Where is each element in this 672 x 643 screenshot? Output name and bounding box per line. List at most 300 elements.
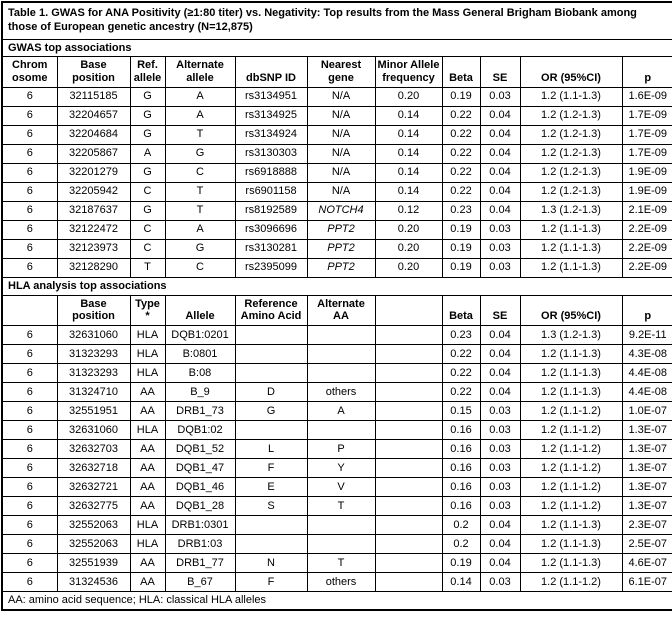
table-cell: B_67 xyxy=(165,573,235,592)
table-cell: 0.03 xyxy=(480,573,520,592)
table-cell xyxy=(375,364,442,383)
table-cell: 0.19 xyxy=(442,220,480,239)
table-cell: 0.22 xyxy=(442,345,480,364)
table-cell: AA xyxy=(130,478,165,497)
table-cell: N/A xyxy=(307,182,375,201)
table-cell xyxy=(307,516,375,535)
table-row xyxy=(2,402,672,421)
table-cell: 32205867 xyxy=(57,144,130,163)
table-cell xyxy=(307,345,375,364)
table-cell: C xyxy=(165,258,235,277)
table-row xyxy=(2,478,672,497)
table-cell: 6 xyxy=(2,364,57,383)
table-cell: 1.0E-07 xyxy=(622,402,672,421)
table-cell: 4.3E-08 xyxy=(622,345,672,364)
col-header-blank-2 xyxy=(375,295,442,326)
table-cell: T xyxy=(165,125,235,144)
table-row xyxy=(2,345,672,364)
table-cell: 1.3E-07 xyxy=(622,478,672,497)
col-header-alternate-allele: Alternate allele xyxy=(165,57,235,88)
table-cell: 0.20 xyxy=(375,87,442,106)
table-row xyxy=(2,87,672,106)
table-cell: 0.04 xyxy=(480,144,520,163)
table-cell: T xyxy=(165,201,235,220)
table-row xyxy=(2,277,672,295)
table-row xyxy=(2,535,672,554)
table-cell: A xyxy=(165,87,235,106)
table-cell: 0.03 xyxy=(480,239,520,258)
table-cell: 32204684 xyxy=(57,125,130,144)
table-cell: 1.2 (1.1-1.3) xyxy=(520,258,622,277)
table-cell xyxy=(235,364,307,383)
table-row xyxy=(2,364,672,383)
table-cell: DQB1_47 xyxy=(165,459,235,478)
table-row xyxy=(2,144,672,163)
table-cell: 1.9E-09 xyxy=(622,163,672,182)
table-cell: NOTCH4 xyxy=(307,201,375,220)
table-cell: G xyxy=(165,239,235,258)
table-cell: 0.04 xyxy=(480,326,520,345)
table-cell: AA xyxy=(130,440,165,459)
table-cell: 0.04 xyxy=(480,364,520,383)
table-cell: 0.03 xyxy=(480,220,520,239)
table-cell: 1.7E-09 xyxy=(622,144,672,163)
table-cell: rs3134924 xyxy=(235,125,307,144)
table-cell: 32632721 xyxy=(57,478,130,497)
col-header-chromosome: Chrom osome xyxy=(2,57,57,88)
table-cell: G xyxy=(235,402,307,421)
table-cell: 0.04 xyxy=(480,163,520,182)
col-header-se: SE xyxy=(480,57,520,88)
table-cell: 1.3E-07 xyxy=(622,459,672,478)
table-cell: 0.04 xyxy=(480,182,520,201)
table-cell: 0.22 xyxy=(442,144,480,163)
table-cell: 0.14 xyxy=(375,125,442,144)
col-header-base-position: Base position xyxy=(57,57,130,88)
table-cell: 6 xyxy=(2,478,57,497)
table-cell: 2.5E-07 xyxy=(622,535,672,554)
table-cell xyxy=(375,478,442,497)
table-cell: 1.2 (1.1-1.3) xyxy=(520,345,622,364)
table-cell: 2.2E-09 xyxy=(622,220,672,239)
col-header-nearest-gene: Nearest gene xyxy=(307,57,375,88)
table-cell: 1.7E-09 xyxy=(622,106,672,125)
table-cell: 1.2 (1.2-1.3) xyxy=(520,106,622,125)
table-cell: HLA xyxy=(130,421,165,440)
col-header-allele: Allele xyxy=(165,295,235,326)
table-row xyxy=(2,182,672,201)
table-row xyxy=(2,125,672,144)
table-cell: others xyxy=(307,573,375,592)
table-cell: rs2395099 xyxy=(235,258,307,277)
table-cell: B_9 xyxy=(165,383,235,402)
table-cell: 0.22 xyxy=(442,125,480,144)
table-cell: 0.2 xyxy=(442,516,480,535)
table-row xyxy=(2,592,672,610)
table-cell: 6 xyxy=(2,182,57,201)
table-cell: 0.16 xyxy=(442,497,480,516)
table-cell xyxy=(235,516,307,535)
table-cell: 0.14 xyxy=(375,106,442,125)
table-cell: 6 xyxy=(2,125,57,144)
table-cell: 1.2 (1.1-1.2) xyxy=(520,459,622,478)
table-cell: B:08 xyxy=(165,364,235,383)
table-cell: 1.2 (1.2-1.3) xyxy=(520,125,622,144)
table-cell: 1.3 (1.2-1.3) xyxy=(520,201,622,220)
table-cell: 0.03 xyxy=(480,87,520,106)
table-cell: 0.14 xyxy=(375,144,442,163)
table-cell: 6 xyxy=(2,402,57,421)
gwas-section-heading: GWAS top associations xyxy=(2,39,672,57)
table-cell: C xyxy=(130,239,165,258)
table-cell: AA xyxy=(130,573,165,592)
table-cell: G xyxy=(130,163,165,182)
table-cell xyxy=(235,326,307,345)
table-cell: F xyxy=(235,573,307,592)
table-cell: D xyxy=(235,383,307,402)
table-cell: 6 xyxy=(2,220,57,239)
table-cell: 2.1E-09 xyxy=(622,201,672,220)
table-cell: rs3130281 xyxy=(235,239,307,258)
table-cell xyxy=(375,326,442,345)
table-cell: 1.3E-07 xyxy=(622,421,672,440)
table-cell: HLA xyxy=(130,364,165,383)
table-cell: 0.15 xyxy=(442,402,480,421)
table-cell: 0.19 xyxy=(442,554,480,573)
table-cell: 0.20 xyxy=(375,239,442,258)
table-cell: 0.04 xyxy=(480,125,520,144)
col-header-dbsnp-id: dbSNP ID xyxy=(235,57,307,88)
table-cell: T xyxy=(307,554,375,573)
table-cell: 32122472 xyxy=(57,220,130,239)
table-cell: C xyxy=(130,220,165,239)
table-row xyxy=(2,201,672,220)
table-row xyxy=(2,421,672,440)
table-cell: V xyxy=(307,478,375,497)
table-cell xyxy=(375,402,442,421)
table-row xyxy=(2,106,672,125)
table-cell: 6 xyxy=(2,535,57,554)
hla-header-row xyxy=(2,295,672,326)
table-row xyxy=(2,258,672,277)
table-cell: 1.3 (1.2-1.3) xyxy=(520,326,622,345)
table-cell: 6 xyxy=(2,497,57,516)
table-cell: 6 xyxy=(2,554,57,573)
gwas-results-table xyxy=(1,1,672,611)
table-cell: 0.20 xyxy=(375,258,442,277)
table-cell: PPT2 xyxy=(307,239,375,258)
table-cell: 6 xyxy=(2,345,57,364)
table-cell xyxy=(375,554,442,573)
gwas-table-body xyxy=(2,87,672,277)
table-cell xyxy=(307,421,375,440)
table-cell: 32632718 xyxy=(57,459,130,478)
table-footnote: AA: amino acid sequence; HLA: classical HLA alleles xyxy=(2,592,672,610)
table-cell: 1.3E-07 xyxy=(622,497,672,516)
table-cell: B:0801 xyxy=(165,345,235,364)
table-cell: 0.14 xyxy=(442,573,480,592)
table-row xyxy=(2,497,672,516)
table-cell: AA xyxy=(130,383,165,402)
hla-table-body xyxy=(2,326,672,592)
gwas-header-row xyxy=(2,57,672,88)
table-title: Table 1. GWAS for ANA Positivity (≥1:80 titer) vs. Negativity: Top results from the Mass General Brigham Biobank among those of European genetic ancestry (N=12,875) xyxy=(2,2,672,39)
table-cell: 0.22 xyxy=(442,383,480,402)
table-cell: DRB1:0301 xyxy=(165,516,235,535)
table-cell: 0.03 xyxy=(480,440,520,459)
table-cell: 1.2 (1.2-1.3) xyxy=(520,163,622,182)
table-cell: N xyxy=(235,554,307,573)
table-cell: DQB1:02 xyxy=(165,421,235,440)
table-cell: 0.2 xyxy=(442,535,480,554)
table-cell: 0.22 xyxy=(442,364,480,383)
col-header-ref-allele: Ref. allele xyxy=(130,57,165,88)
table-cell: G xyxy=(130,106,165,125)
hla-section-heading: HLA analysis top associations xyxy=(2,277,672,295)
table-cell: 0.04 xyxy=(480,106,520,125)
table-cell: 6 xyxy=(2,383,57,402)
table-cell xyxy=(307,364,375,383)
table-cell: 1.2 (1.1-1.3) xyxy=(520,383,622,402)
table-cell: 32123973 xyxy=(57,239,130,258)
col-header-type: Type * xyxy=(130,295,165,326)
table-cell xyxy=(375,345,442,364)
table-cell: 1.2 (1.1-1.2) xyxy=(520,421,622,440)
table-cell: A xyxy=(307,402,375,421)
table-row xyxy=(2,39,672,57)
table-cell: 32551951 xyxy=(57,402,130,421)
table-cell: 6 xyxy=(2,201,57,220)
table-cell: 6 xyxy=(2,421,57,440)
table-cell xyxy=(307,326,375,345)
table-cell: T xyxy=(307,497,375,516)
table-cell: rs3130303 xyxy=(235,144,307,163)
table-cell: 6 xyxy=(2,106,57,125)
table-cell: 6 xyxy=(2,258,57,277)
col-header-base-position: Base position xyxy=(57,295,130,326)
table-cell: 6 xyxy=(2,440,57,459)
table-cell: 0.16 xyxy=(442,478,480,497)
table-cell: N/A xyxy=(307,163,375,182)
table-row xyxy=(2,516,672,535)
table-cell: DQB1_46 xyxy=(165,478,235,497)
table-cell: T xyxy=(165,182,235,201)
table-cell: 2.2E-09 xyxy=(622,239,672,258)
table-cell: A xyxy=(165,106,235,125)
table-cell: 6 xyxy=(2,459,57,478)
col-header-se: SE xyxy=(480,295,520,326)
table-cell: 32128290 xyxy=(57,258,130,277)
table-row xyxy=(2,554,672,573)
table-cell: 0.12 xyxy=(375,201,442,220)
table-cell: 0.04 xyxy=(480,554,520,573)
table-cell: 2.3E-07 xyxy=(622,516,672,535)
table-cell: 0.22 xyxy=(442,106,480,125)
table-cell: DRB1_73 xyxy=(165,402,235,421)
table-cell: AA xyxy=(130,497,165,516)
table-cell: DQB1:0201 xyxy=(165,326,235,345)
table-cell: 0.04 xyxy=(480,516,520,535)
table-cell: 0.19 xyxy=(442,258,480,277)
table-cell: HLA xyxy=(130,535,165,554)
table-cell: 6.1E-07 xyxy=(622,573,672,592)
table-cell: 0.03 xyxy=(480,421,520,440)
table-cell xyxy=(235,421,307,440)
col-header-p: p xyxy=(622,57,672,88)
table-cell: 32632703 xyxy=(57,440,130,459)
table-cell: 1.2 (1.1-1.2) xyxy=(520,478,622,497)
table-cell xyxy=(375,535,442,554)
table-cell: 0.04 xyxy=(480,383,520,402)
table-cell: 1.2 (1.1-1.3) xyxy=(520,554,622,573)
table-cell: C xyxy=(130,182,165,201)
table-row xyxy=(2,459,672,478)
table-cell: rs3134951 xyxy=(235,87,307,106)
table-cell: C xyxy=(165,163,235,182)
table-cell: 32187637 xyxy=(57,201,130,220)
table-cell: others xyxy=(307,383,375,402)
table-cell: 1.2 (1.2-1.3) xyxy=(520,144,622,163)
table-cell: 1.6E-09 xyxy=(622,87,672,106)
table-cell: 0.04 xyxy=(480,345,520,364)
table-cell: 1.2 (1.1-1.2) xyxy=(520,573,622,592)
table-cell xyxy=(235,345,307,364)
table-cell: 32552063 xyxy=(57,535,130,554)
table-cell: 31323293 xyxy=(57,345,130,364)
table-cell: 32115185 xyxy=(57,87,130,106)
table-cell: 6 xyxy=(2,516,57,535)
table-row xyxy=(2,440,672,459)
table-cell: 4.6E-07 xyxy=(622,554,672,573)
table-cell: 0.22 xyxy=(442,182,480,201)
table-cell: HLA xyxy=(130,345,165,364)
table-cell: 32631060 xyxy=(57,326,130,345)
table-cell: 32631060 xyxy=(57,421,130,440)
table-cell: 31323293 xyxy=(57,364,130,383)
table-cell: rs8192589 xyxy=(235,201,307,220)
table-cell: P xyxy=(307,440,375,459)
table-cell: 4.4E-08 xyxy=(622,383,672,402)
table-row xyxy=(2,573,672,592)
table-cell: 1.2 (1.1-1.2) xyxy=(520,440,622,459)
table-cell xyxy=(375,459,442,478)
table-cell: 0.14 xyxy=(375,182,442,201)
table-cell: 0.23 xyxy=(442,326,480,345)
table-cell: 1.2 (1.1-1.3) xyxy=(520,535,622,554)
table-cell: 1.2 (1.1-1.2) xyxy=(520,402,622,421)
table-cell: 0.03 xyxy=(480,478,520,497)
table-cell: N/A xyxy=(307,144,375,163)
table-cell: 6 xyxy=(2,573,57,592)
table-cell xyxy=(375,573,442,592)
table-cell: G xyxy=(165,144,235,163)
table-cell: Y xyxy=(307,459,375,478)
table-cell: A xyxy=(165,220,235,239)
table-cell: 0.04 xyxy=(480,535,520,554)
table-cell xyxy=(375,497,442,516)
table-cell: 0.03 xyxy=(480,258,520,277)
table-cell: HLA xyxy=(130,326,165,345)
table-cell xyxy=(235,535,307,554)
table-cell: 6 xyxy=(2,144,57,163)
table-cell: 0.19 xyxy=(442,239,480,258)
table-cell: 32551939 xyxy=(57,554,130,573)
table-cell: L xyxy=(235,440,307,459)
table-cell: F xyxy=(235,459,307,478)
col-header-beta: Beta xyxy=(442,57,480,88)
table-cell: 4.4E-08 xyxy=(622,364,672,383)
table-cell: 0.04 xyxy=(480,201,520,220)
table-cell: DQB1_28 xyxy=(165,497,235,516)
col-header-or-95ci: OR (95%CI) xyxy=(520,295,622,326)
table-cell: 0.03 xyxy=(480,497,520,516)
table-cell: 32201279 xyxy=(57,163,130,182)
table-cell: 0.14 xyxy=(375,163,442,182)
table-cell: rs6918888 xyxy=(235,163,307,182)
table-cell: 31324536 xyxy=(57,573,130,592)
col-header-beta: Beta xyxy=(442,295,480,326)
table-cell: 0.16 xyxy=(442,421,480,440)
table-row xyxy=(2,326,672,345)
table-cell: 1.2 (1.1-1.3) xyxy=(520,239,622,258)
table-cell: 0.23 xyxy=(442,201,480,220)
table-cell: 1.2 (1.1-1.3) xyxy=(520,220,622,239)
col-header-alternate-aa: Alternate AA xyxy=(307,295,375,326)
table-cell: 0.03 xyxy=(480,402,520,421)
table-cell: N/A xyxy=(307,125,375,144)
table-cell xyxy=(375,383,442,402)
table-cell: AA xyxy=(130,402,165,421)
table-cell: 1.9E-09 xyxy=(622,182,672,201)
table-cell: 6 xyxy=(2,87,57,106)
table-row xyxy=(2,2,672,39)
table-cell xyxy=(307,535,375,554)
table-cell: 32205942 xyxy=(57,182,130,201)
table-cell xyxy=(375,421,442,440)
table-cell: 1.2 (1.2-1.3) xyxy=(520,182,622,201)
table-cell: AA xyxy=(130,554,165,573)
table-cell: 1.2 (1.1-1.3) xyxy=(520,87,622,106)
table-cell: N/A xyxy=(307,87,375,106)
table-cell xyxy=(375,516,442,535)
table-cell: HLA xyxy=(130,516,165,535)
table-cell: N/A xyxy=(307,106,375,125)
table-cell: 0.16 xyxy=(442,459,480,478)
table-cell: 6 xyxy=(2,163,57,182)
table-cell: 1.2 (1.1-1.3) xyxy=(520,516,622,535)
table-cell: 2.2E-09 xyxy=(622,258,672,277)
col-header-or-95ci: OR (95%CI) xyxy=(520,57,622,88)
table-cell: 0.20 xyxy=(375,220,442,239)
table-cell: 32552063 xyxy=(57,516,130,535)
table-cell: 6 xyxy=(2,326,57,345)
table-cell: G xyxy=(130,201,165,220)
table-cell: 32632775 xyxy=(57,497,130,516)
table-cell: 9.2E-11 xyxy=(622,326,672,345)
table-cell: E xyxy=(235,478,307,497)
table-row xyxy=(2,220,672,239)
col-header-p: p xyxy=(622,295,672,326)
table-cell: S xyxy=(235,497,307,516)
table-cell: 0.03 xyxy=(480,459,520,478)
table-cell: rs3096696 xyxy=(235,220,307,239)
table-cell: 6 xyxy=(2,239,57,258)
table-cell: rs3134925 xyxy=(235,106,307,125)
table-cell: DQB1_52 xyxy=(165,440,235,459)
table-row xyxy=(2,163,672,182)
table-row xyxy=(2,239,672,258)
table-cell: DRB1_77 xyxy=(165,554,235,573)
